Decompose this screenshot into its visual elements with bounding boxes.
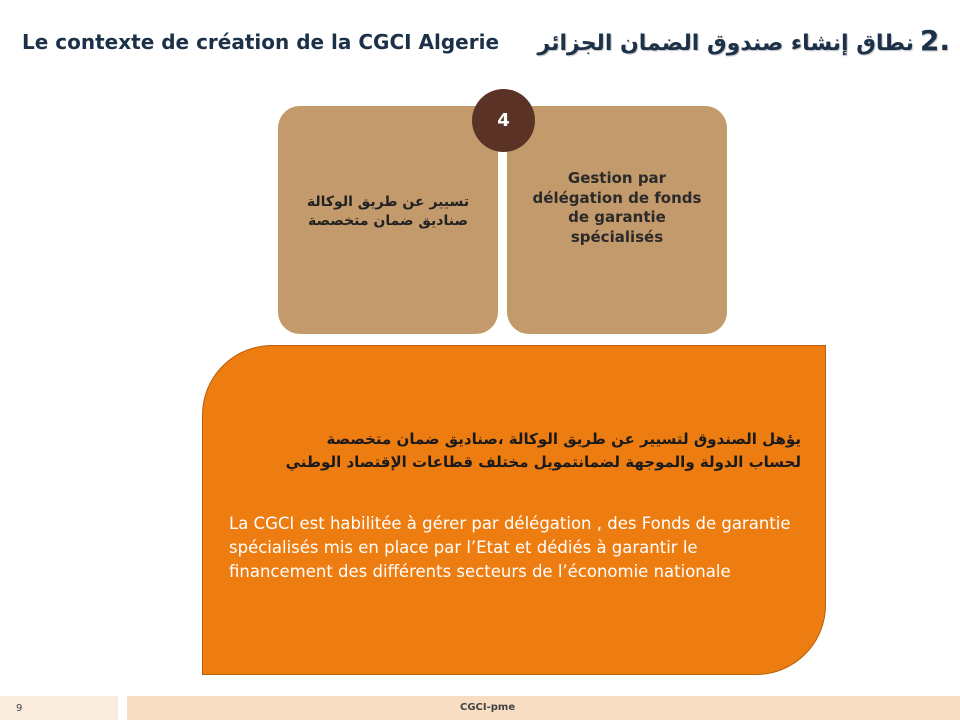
page-title-fr: Le contexte de création de la CGCI Algerie [22, 30, 500, 54]
card-text-ar [307, 193, 469, 231]
card-agency-management-ar [278, 106, 498, 334]
card-delegation-management-fr [507, 106, 727, 334]
card-text-fr: Gestion par délégation de fonds de garantie spécialisés [532, 169, 702, 246]
info-box [202, 345, 826, 675]
info-text-ar-line2: لحساب الدولة والموجهة لضمانتمويل مختلف قطاعات الإقتصاد الوطني [285, 452, 801, 471]
info-text-ar-line1: يؤهل الصندوق لتسيير عن طريق الوكالة ،صناديق ضمان متخصصة [326, 430, 801, 448]
section-number: 2. [919, 24, 950, 57]
page-title-ar-text: نطاق إنشاء صندوق الضمان الجزائر [537, 31, 914, 56]
page-title-ar [538, 24, 950, 57]
card-text-ar-line2: صناديق ضمان متخصصة [308, 213, 468, 229]
footer-label: CGCI-pme [460, 702, 516, 713]
card-text-ar-line1: تسيير عن طريق الوكالة [306, 194, 470, 211]
info-text-ar [241, 428, 801, 473]
step-number-badge: 4 [472, 89, 535, 152]
info-text-fr: La CGCI est habilitée à gérer par délégation , des Fonds de garantie spécialisés mis en place par l’Etat et dédiés à garantir le financement des différents secteurs de l’économie nationale [229, 514, 791, 581]
footer-right-bar [127, 696, 960, 720]
page-number: 9 [16, 703, 23, 714]
